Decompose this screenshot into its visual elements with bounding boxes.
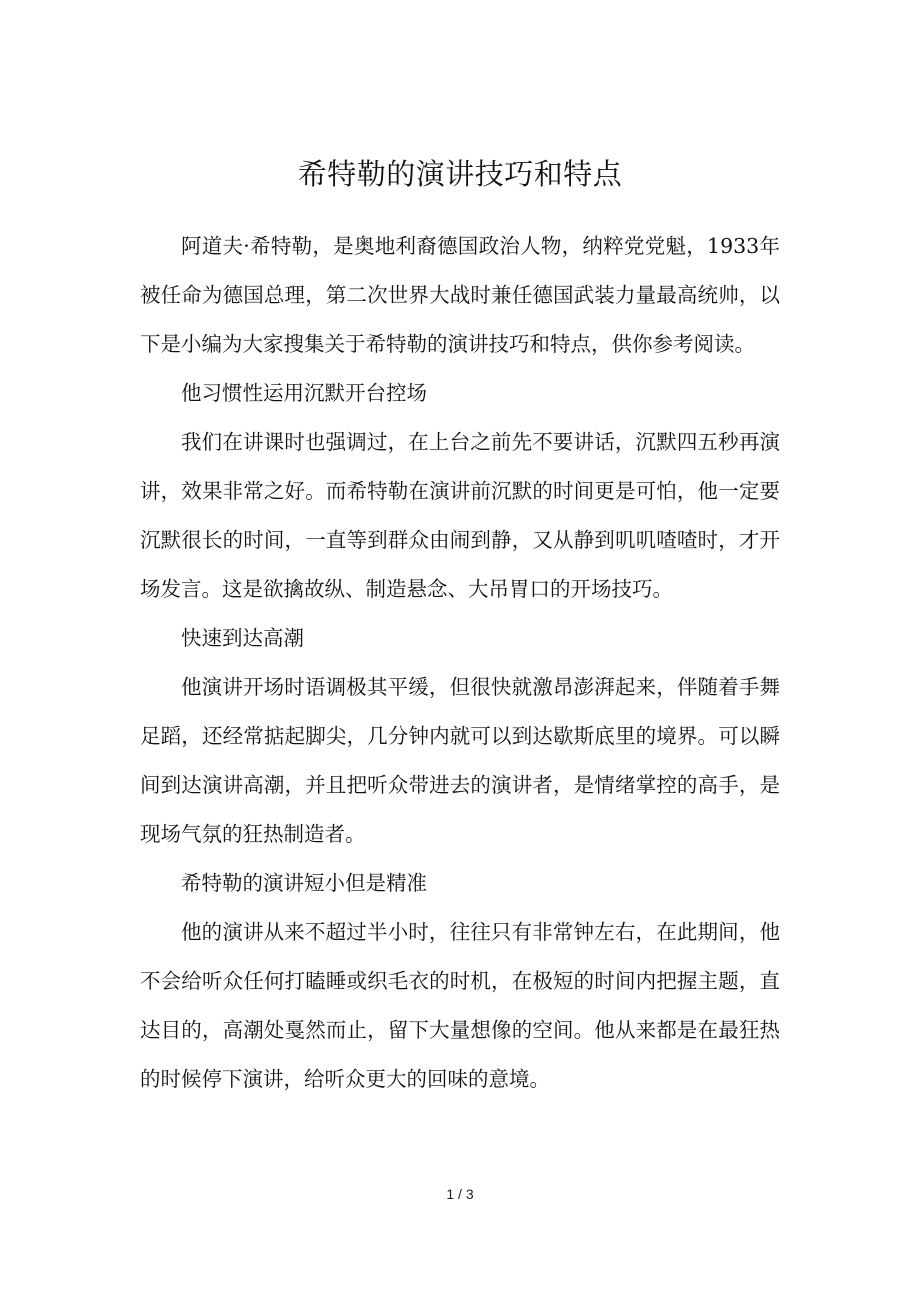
section-heading: 他习惯性运用沉默开台控场 [181,381,427,405]
page-number: 1 / 3 [446,1186,474,1202]
section-paragraph: 他的演讲从来不超过半小时，往往只有非常钟左右，在此期间，他不会给听众任何打瞌睡或织毛衣的时机，在极短的时间内把握主题，直达目的，高潮处戛然而止，留下大量想像的空间。他从来都是在最狂热的时候停下演讲，给听众更大的回味的意境。 [140,920,780,1091]
section-heading: 希特勒的演讲短小但是精准 [181,871,427,895]
section-paragraph: 我们在讲课时也强调过，在上台之前先不要讲话，沉默四五秒再演讲，效果非常之好。而希特勒在演讲前沉默的时间更是可怕，他一定要沉默很长的时间，一直等到群众由闹到静，又从静到叽叽喳喳时，才开场发言。这是欲擒故纵、制造悬念、大吊胃口的开场技巧。 [140,430,780,601]
section-heading: 快速到达高潮 [181,626,304,650]
section-paragraph: 他演讲开场时语调极其平缓，但很快就激昂澎湃起来，伴随着手舞足蹈，还经常掂起脚尖，几分钟内就可以到达歇斯底里的境界。可以瞬间到达演讲高潮，并且把听众带进去的演讲者，是情绪掌控的高手，是现场气氛的狂热制造者。 [140,675,780,846]
document-body [140,222,780,1104]
intro-paragraph: 阿道夫·希特勒，是奥地利裔德国政治人物，纳粹党党魁，1933年被任命为德国总理，第二次世界大战时兼任德国武装力量最高统帅，以下是小编为大家搜集关于希特勒的演讲技巧和特点，供你参考阅读。 [140,234,780,356]
page-title: 希特勒的演讲技巧和特点 [297,157,623,191]
